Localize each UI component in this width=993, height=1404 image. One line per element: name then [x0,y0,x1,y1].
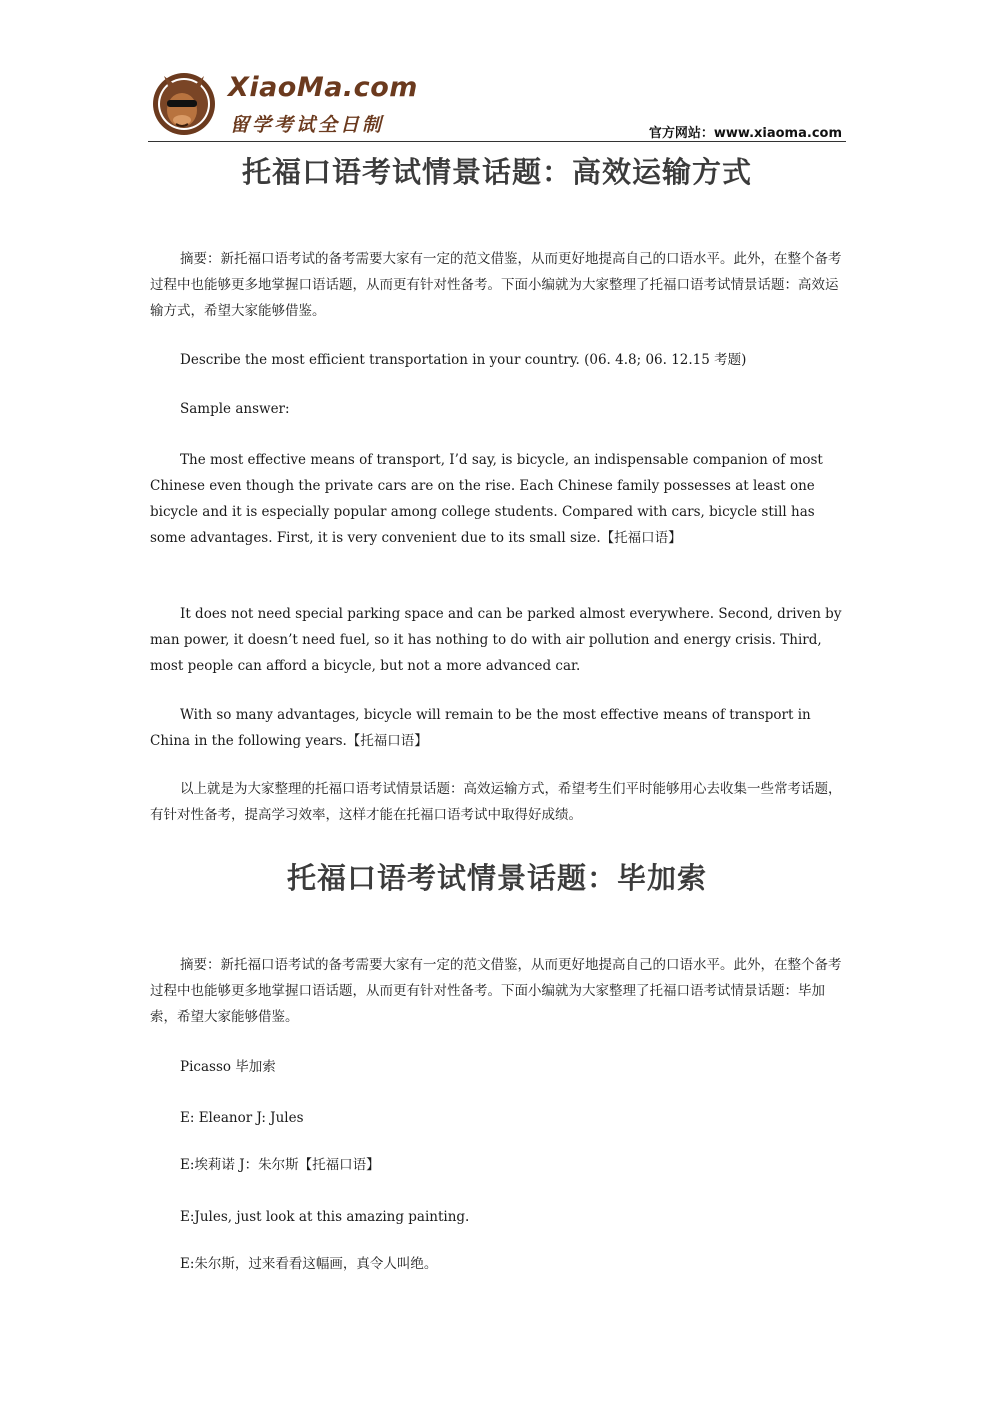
site-logo[interactable] [152,70,418,138]
logo-slogan: 留学考试全日制 [230,114,385,136]
article1-question: Describe the most efficient transportation in your country. (06. 4.8; 06. 12.15 考题) [180,352,747,368]
article2-summary: 摘要：新托福口语考试的备考需要大家有一定的范文借鉴，从而更好地提高自己的口语水平。此外，在整个备考过程中也能够更多地掌握口语话题，从而更有针对性备考。下面小编就为大家整理了托福口语考试情景话题：毕加索，希望大家能够借鉴。 [150,957,842,1025]
article2-line-speakers-cn: E:埃莉诺 J：朱尔斯【托福口语】 [180,1157,380,1173]
article-title-picasso: 托福口语考试情景话题：毕加索 [286,861,707,895]
article2-line-picasso: Picasso 毕加索 [180,1059,276,1075]
official-site-label[interactable]: 官方网站：www.xiaoma.com [648,126,842,141]
article-title-transport: 托福口语考试情景话题：高效运输方式 [241,155,752,189]
article1-para1: The most effective means of transport, I’d say, is bicycle, an indispensable companion of most Chinese even though the private cars are on the rise. Each Chinese family possesses at least one bicycle and it is especially popular among college students. Compared with cars, bicycle still has some advantages. First, it is very convenient due to its small size.【托福口语】 [150,452,823,546]
article2-line-speakers: E: Eleanor J: Jules [180,1110,304,1126]
article1-sample-label: Sample answer: [180,401,290,417]
logo-text: XiaoMa.com [228,72,418,103]
article1-para2: It does not need special parking space and can be parked almost everywhere. Second, driven by man power, it doesn’t need fuel, so it has nothing to do with air pollution and energy crisis. Third, most people can afford a bicycle, but not a more advanced car. [150,606,842,674]
article1-para3: With so many advantages, bicycle will remain to be the most effective means of transport in China in the following years.【托福口语】 [150,707,811,749]
article1-summary: 摘要：新托福口语考试的备考需要大家有一定的范文借鉴，从而更好地提高自己的口语水平。此外，在整个备考过程中也能够更多地掌握口语话题，从而更有针对性备考。下面小编就为大家整理了托福口语考试情景话题：高效运输方式，希望大家能够借鉴。 [150,251,842,319]
article1-conclusion: 以上就是为大家整理的托福口语考试情景话题：高效运输方式，希望考生们平时能够用心去收集一些常考话题，有针对性备考，提高学习效率，这样才能在托福口语考试中取得好成绩。 [150,781,842,823]
header-divider [148,141,846,142]
article2-line-dialogue-en: E:Jules, just look at this amazing painting. [180,1209,470,1225]
article2-line-dialogue-cn: E:朱尔斯，过来看看这幅画，真令人叫绝。 [180,1256,438,1272]
